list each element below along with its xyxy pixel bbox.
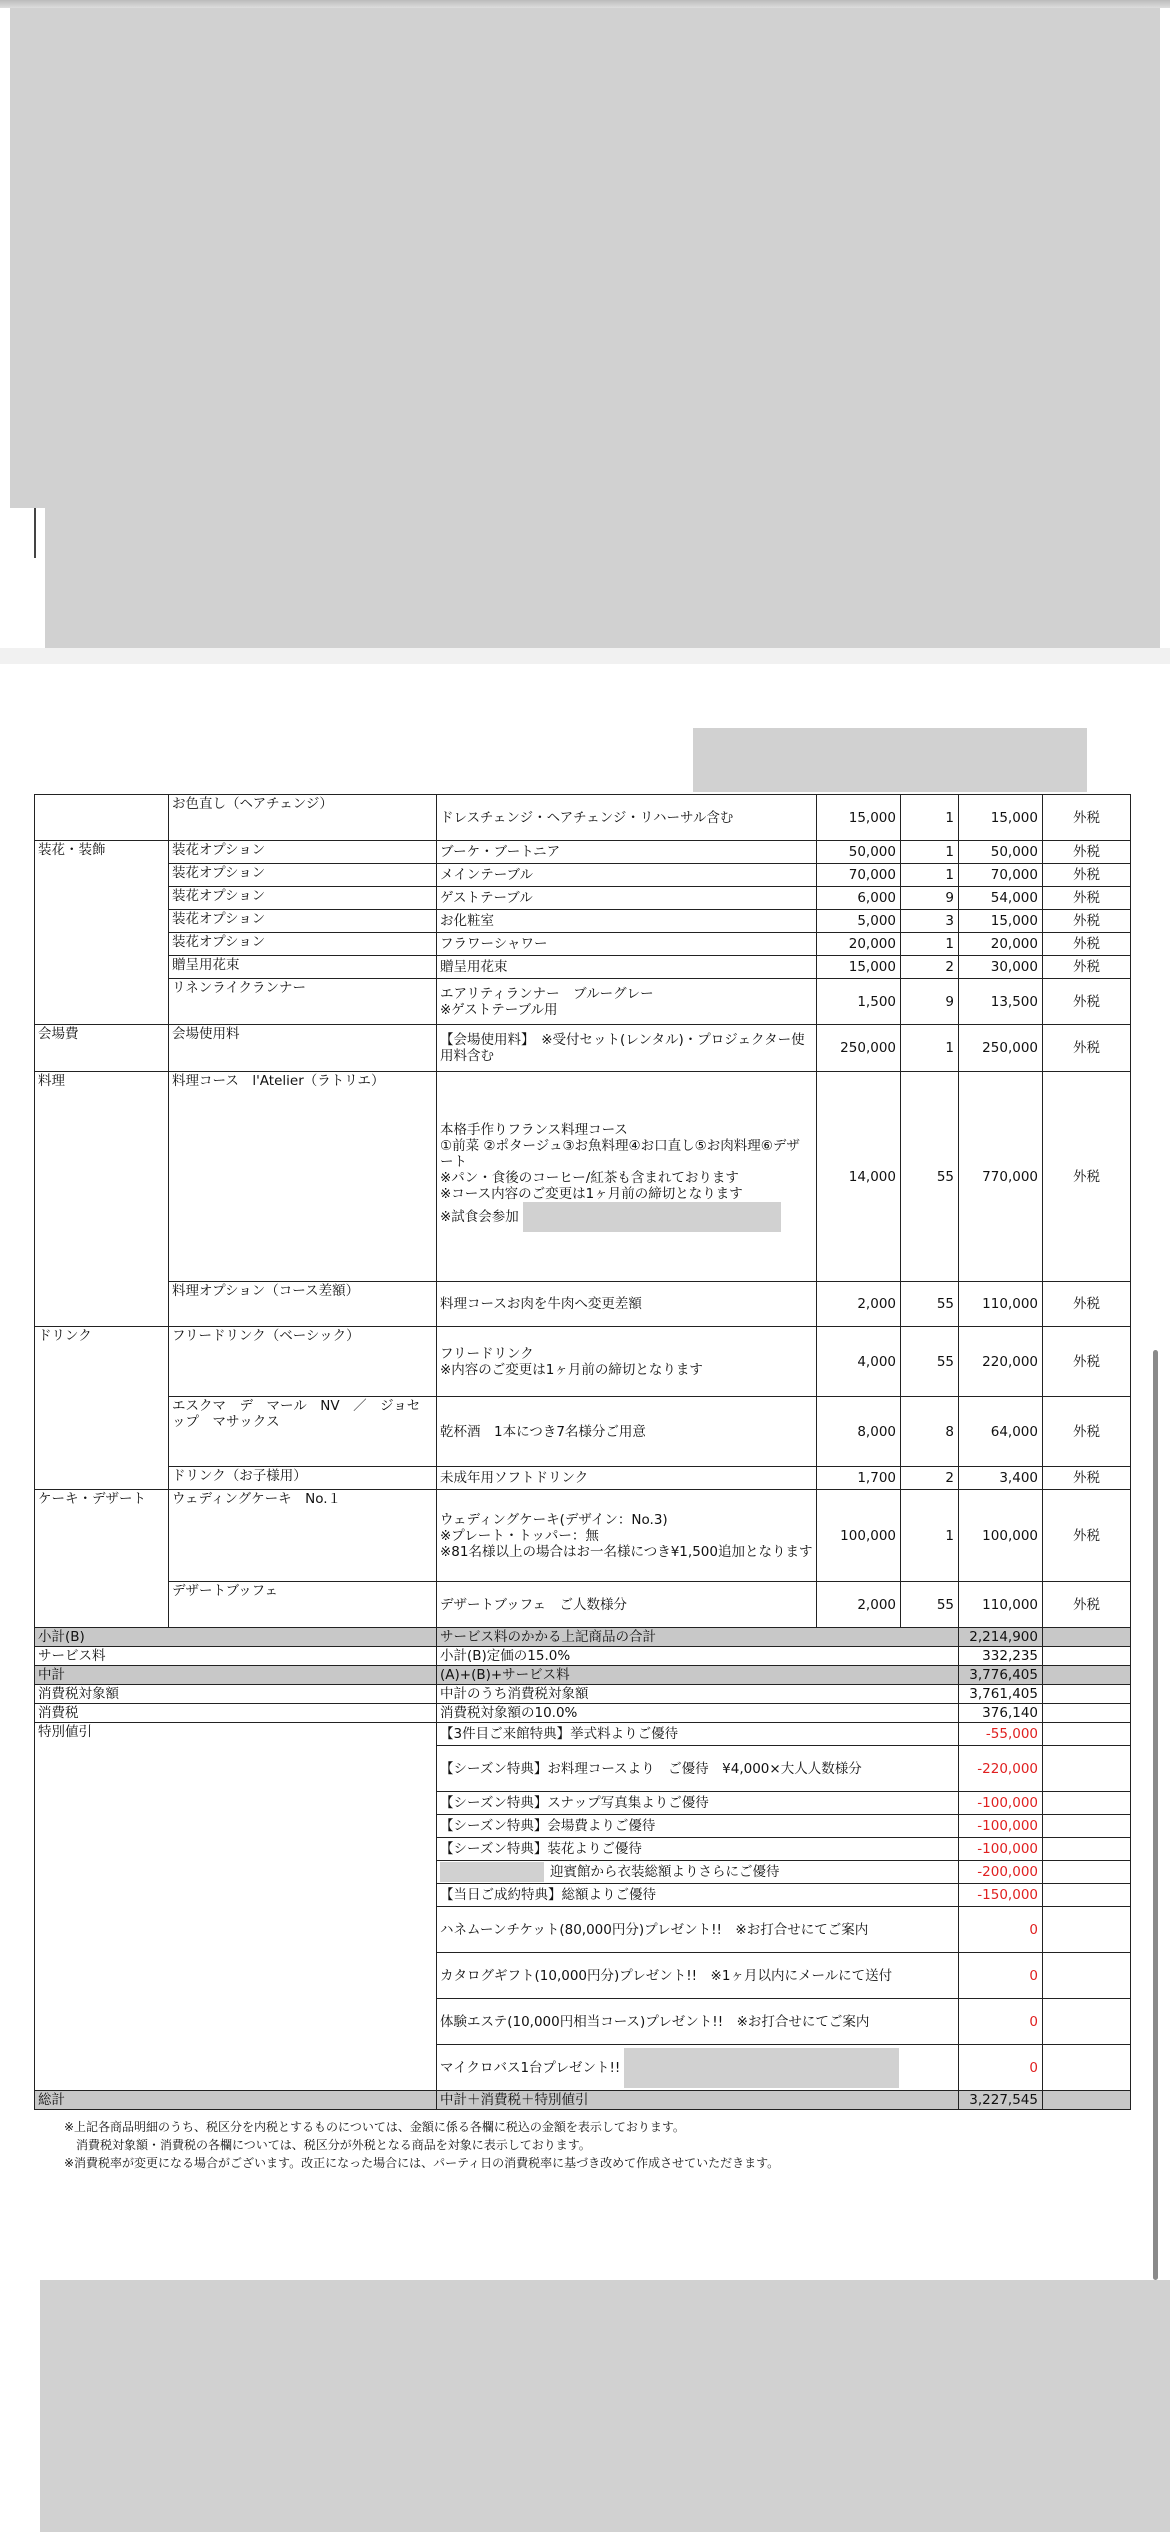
tax-type-cell: 外税 [1043, 1467, 1131, 1490]
item-cell: 会場使用料 [169, 1025, 437, 1072]
redacted-text [440, 1862, 544, 1882]
tax-type-cell: 外税 [1043, 795, 1131, 841]
discount-amount: -55,000 [959, 1723, 1043, 1746]
text-cursor-mark [34, 508, 36, 558]
quantity-cell: 9 [901, 887, 959, 910]
item-cell: 装花オプション [169, 887, 437, 910]
unit-price-cell: 4,000 [817, 1327, 901, 1397]
amount-cell: 110,000 [959, 1582, 1043, 1628]
summary-label: 中計 [35, 1666, 437, 1685]
description-cell: 乾杯酒 1本につき7名様分ご用意 [437, 1397, 817, 1467]
description-cell: ゲストテーブル [437, 887, 817, 910]
midtotal-row [35, 1666, 1131, 1685]
amount-cell: 54,000 [959, 887, 1043, 910]
subtotal-row [35, 1628, 1131, 1647]
description-cell: ドレスチェンジ・ヘアチェンジ・リハーサル含む [437, 795, 817, 841]
category-cell: 装花・装飾 [35, 841, 169, 1025]
amount-cell: 15,000 [959, 795, 1043, 841]
tax-type-cell: 外税 [1043, 933, 1131, 956]
discount-description: カタログギフト(10,000円分)プレゼント!! ※1ヶ月以内にメールにて送付 [437, 1953, 959, 1999]
discount-amount: -150,000 [959, 1884, 1043, 1907]
summary-label: 消費税 [35, 1704, 437, 1723]
summary-amount: 332,235 [959, 1647, 1043, 1666]
summary-description: (A)+(B)+サービス料 [437, 1666, 959, 1685]
estimate-table [34, 794, 1131, 2110]
description-cell: 【会場使用料】 ※受付セット(レンタル)・プロジェクター使用料含む [437, 1025, 817, 1072]
description-cell: 料理コースお肉を牛肉へ変更差額 [437, 1282, 817, 1327]
quantity-cell: 9 [901, 979, 959, 1025]
tax-type-cell: 外税 [1043, 1582, 1131, 1628]
item-cell: エスクマ デ マール NV ／ ジョセップ マサックス [169, 1397, 437, 1467]
description-cell: メインテーブル [437, 864, 817, 887]
discount-amount: -100,000 [959, 1815, 1043, 1838]
table-row [35, 887, 1131, 910]
category-cell [35, 795, 169, 841]
quantity-cell: 1 [901, 1025, 959, 1072]
discount-description: 【3件目ご来館特典】挙式料よりご優待 [437, 1723, 959, 1746]
quantity-cell: 2 [901, 956, 959, 979]
discount-amount: -100,000 [959, 1838, 1043, 1861]
tax-type-cell: 外税 [1043, 1072, 1131, 1282]
tax-type-cell: 外税 [1043, 1282, 1131, 1327]
amount-cell: 64,000 [959, 1397, 1043, 1467]
discount-description: 【シーズン特典】お料理コースより ご優待 ¥4,000×大人人数様分 [437, 1746, 959, 1792]
amount-cell: 15,000 [959, 910, 1043, 933]
amount-cell: 3,400 [959, 1467, 1043, 1490]
table-row [35, 956, 1131, 979]
discount-amount: 0 [959, 1907, 1043, 1953]
amount-cell: 100,000 [959, 1490, 1043, 1582]
table-row [35, 1327, 1131, 1397]
quantity-cell: 55 [901, 1327, 959, 1397]
description-cell: 未成年用ソフトドリンク [437, 1467, 817, 1490]
item-cell: 装花オプション [169, 864, 437, 887]
redacted-header-box [693, 728, 1087, 792]
item-cell: 料理オプション（コース差額） [169, 1282, 437, 1327]
item-cell: 料理コース l'Atelier（ラトリエ） [169, 1072, 437, 1282]
unit-price-cell: 250,000 [817, 1025, 901, 1072]
summary-label: サービス料 [35, 1647, 437, 1666]
amount-cell: 30,000 [959, 956, 1043, 979]
service-charge-row [35, 1647, 1131, 1666]
description-cell: エアリティランナー ブルーグレー ※ゲストテーブル用 [437, 979, 817, 1025]
amount-cell: 770,000 [959, 1072, 1043, 1282]
discount-description: 【シーズン特典】装花よりご優待 [437, 1838, 959, 1861]
category-cell: ドリンク [35, 1327, 169, 1490]
redacted-text [624, 2048, 899, 2088]
table-row [35, 1467, 1131, 1490]
discount-amount: 0 [959, 2045, 1043, 2091]
total-description: 中計＋消費税＋特別値引 [437, 2091, 959, 2110]
table-row [35, 1582, 1131, 1628]
amount-cell: 70,000 [959, 864, 1043, 887]
item-cell: 装花オプション [169, 841, 437, 864]
unit-price-cell: 15,000 [817, 956, 901, 979]
quantity-cell: 55 [901, 1582, 959, 1628]
tax-type-cell: 外税 [1043, 864, 1131, 887]
table-row [35, 841, 1131, 864]
quantity-cell: 2 [901, 1467, 959, 1490]
discount-row [35, 1723, 1131, 1746]
table-row [35, 933, 1131, 956]
category-cell: 料理 [35, 1072, 169, 1327]
unit-price-cell: 2,000 [817, 1282, 901, 1327]
top-edge [0, 0, 1170, 8]
description-cell: ウェディングケーキ(デザイン：No.3) ※プレート・トッパー：無 ※81名様以上の場合はお一名様につき¥1,500追加となります [437, 1490, 817, 1582]
redacted-area-bottom [40, 2280, 1170, 2532]
summary-description: サービス料のかかる上記商品の合計 [437, 1628, 959, 1647]
amount-cell: 20,000 [959, 933, 1043, 956]
table-row [35, 864, 1131, 887]
discount-description: ハネムーンチケット(80,000円分)プレゼント!! ※お打合せにてご案内 [437, 1907, 959, 1953]
discount-description [437, 2045, 959, 2091]
summary-amount: 376,140 [959, 1704, 1043, 1723]
unit-price-cell: 6,000 [817, 887, 901, 910]
discount-description [437, 1861, 959, 1884]
item-cell: 贈呈用花束 [169, 956, 437, 979]
taxable-amount-row [35, 1685, 1131, 1704]
unit-price-cell: 2,000 [817, 1582, 901, 1628]
discount-amount: -220,000 [959, 1746, 1043, 1792]
tax-type-cell: 外税 [1043, 1397, 1131, 1467]
description-cell: 贈呈用花束 [437, 956, 817, 979]
quantity-cell: 1 [901, 841, 959, 864]
amount-cell: 110,000 [959, 1282, 1043, 1327]
discount-text: 迎賓館から衣装総額よりさらにご優待 [550, 1864, 780, 1880]
footnote: 消費税対象額・消費税の各欄については、税区分が外税となる商品を対象に表示しております。 [64, 2138, 591, 2152]
total-label: 総計 [35, 2091, 437, 2110]
summary-label: 小計(B) [35, 1628, 437, 1647]
quantity-cell: 1 [901, 795, 959, 841]
discount-amount: 0 [959, 1953, 1043, 1999]
quantity-cell: 55 [901, 1282, 959, 1327]
unit-price-cell: 20,000 [817, 933, 901, 956]
discount-label: 特別値引 [35, 1723, 437, 2091]
item-cell: デザートブッフェ [169, 1582, 437, 1628]
discount-text: マイクロバス1台プレゼント!! [440, 2059, 621, 2076]
amount-cell: 50,000 [959, 841, 1043, 864]
description-cell: デザートブッフェ ご人数様分 [437, 1582, 817, 1628]
description-cell: ブーケ・ブートニア [437, 841, 817, 864]
table-row [35, 1072, 1131, 1282]
redacted-text [523, 1202, 781, 1232]
discount-description: 【シーズン特典】会場費よりご優待 [437, 1815, 959, 1838]
discount-amount: 0 [959, 1999, 1043, 2045]
item-cell: ドリンク（お子様用） [169, 1467, 437, 1490]
unit-price-cell: 50,000 [817, 841, 901, 864]
table-row [35, 1025, 1131, 1072]
description-cell [437, 1072, 817, 1282]
quantity-cell: 3 [901, 910, 959, 933]
table-row [35, 1490, 1131, 1582]
summary-label: 消費税対象額 [35, 1685, 437, 1704]
summary-amount: 3,776,405 [959, 1666, 1043, 1685]
tax-type-cell: 外税 [1043, 841, 1131, 864]
tax-type-cell: 外税 [1043, 1327, 1131, 1397]
tax-type-cell: 外税 [1043, 1490, 1131, 1582]
vertical-scrollbar[interactable] [1153, 1350, 1158, 2280]
quantity-cell: 1 [901, 933, 959, 956]
unit-price-cell: 5,000 [817, 910, 901, 933]
footnotes [64, 2118, 779, 2172]
unit-price-cell: 14,000 [817, 1072, 901, 1282]
summary-amount: 2,214,900 [959, 1628, 1043, 1647]
unit-price-cell: 100,000 [817, 1490, 901, 1582]
grand-total-row [35, 2091, 1131, 2110]
tax-type-cell: 外税 [1043, 956, 1131, 979]
tax-type-cell: 外税 [1043, 887, 1131, 910]
discount-description: 【当日ご成約特典】総額よりご優待 [437, 1884, 959, 1907]
discount-amount: -200,000 [959, 1861, 1043, 1884]
discount-amount: -100,000 [959, 1792, 1043, 1815]
footnote: ※消費税率が変更になる場合がございます。改正になった場合には、パーティ日の消費税率に基づき改めて作成させていただきます。 [64, 2156, 780, 2170]
tax-type-cell: 外税 [1043, 979, 1131, 1025]
item-cell: お色直し（ヘアチェンジ） [169, 795, 437, 841]
quantity-cell: 8 [901, 1397, 959, 1467]
table-row [35, 1397, 1131, 1467]
item-cell: 装花オプション [169, 933, 437, 956]
table-row [35, 979, 1131, 1025]
discount-description: 【シーズン特典】スナップ写真集よりご優待 [437, 1792, 959, 1815]
quantity-cell: 55 [901, 1072, 959, 1282]
table-row [35, 910, 1131, 933]
category-cell: ケーキ・デザート [35, 1490, 169, 1628]
unit-price-cell: 1,500 [817, 979, 901, 1025]
total-amount: 3,227,545 [959, 2091, 1043, 2110]
description-cell: フラワーシャワー [437, 933, 817, 956]
summary-description: 消費税対象額の10.0% [437, 1704, 959, 1723]
table-row [35, 795, 1131, 841]
unit-price-cell: 1,700 [817, 1467, 901, 1490]
item-cell: リネンライクランナー [169, 979, 437, 1025]
item-cell: フリードリンク（ベーシック） [169, 1327, 437, 1397]
tax-type-cell: 外税 [1043, 910, 1131, 933]
table-row [35, 1282, 1131, 1327]
summary-description: 中計のうち消費税対象額 [437, 1685, 959, 1704]
description-cell: お化粧室 [437, 910, 817, 933]
item-cell: 装花オプション [169, 910, 437, 933]
quantity-cell: 1 [901, 864, 959, 887]
category-cell: 会場費 [35, 1025, 169, 1072]
course-description: 本格手作りフランス料理コース ①前菜 ②ポタージュ③お魚料理④お口直し⑤お肉料理⑥デザート ※パン・食後のコーヒー/紅茶も含まれております ※コース内容のご変更は1ヶ月前の締切となります ※試食会参加 [440, 1121, 800, 1225]
redacted-area-top [10, 8, 1160, 508]
summary-amount: 3,761,405 [959, 1685, 1043, 1704]
unit-price-cell: 15,000 [817, 795, 901, 841]
unit-price-cell: 70,000 [817, 864, 901, 887]
amount-cell: 13,500 [959, 979, 1043, 1025]
summary-description: 小計(B)定価の15.0% [437, 1647, 959, 1666]
description-cell: フリードリンク ※内容のご変更は1ヶ月前の締切となります [437, 1327, 817, 1397]
unit-price-cell: 8,000 [817, 1397, 901, 1467]
discount-description: 体験エステ(10,000円相当コース)プレゼント!! ※お打合せにてご案内 [437, 1999, 959, 2045]
amount-cell: 220,000 [959, 1327, 1043, 1397]
item-cell: ウェディングケーキ No.１ [169, 1490, 437, 1582]
footnote: ※上記各商品明細のうち、税区分を内税とするものについては、金額に係る各欄に税込の金額を表示しております。 [64, 2120, 685, 2134]
tax-type-cell: 外税 [1043, 1025, 1131, 1072]
page-separator [0, 648, 1170, 664]
redacted-area-top-lower [45, 508, 1160, 648]
amount-cell: 250,000 [959, 1025, 1043, 1072]
quantity-cell: 1 [901, 1490, 959, 1582]
consumption-tax-row [35, 1704, 1131, 1723]
